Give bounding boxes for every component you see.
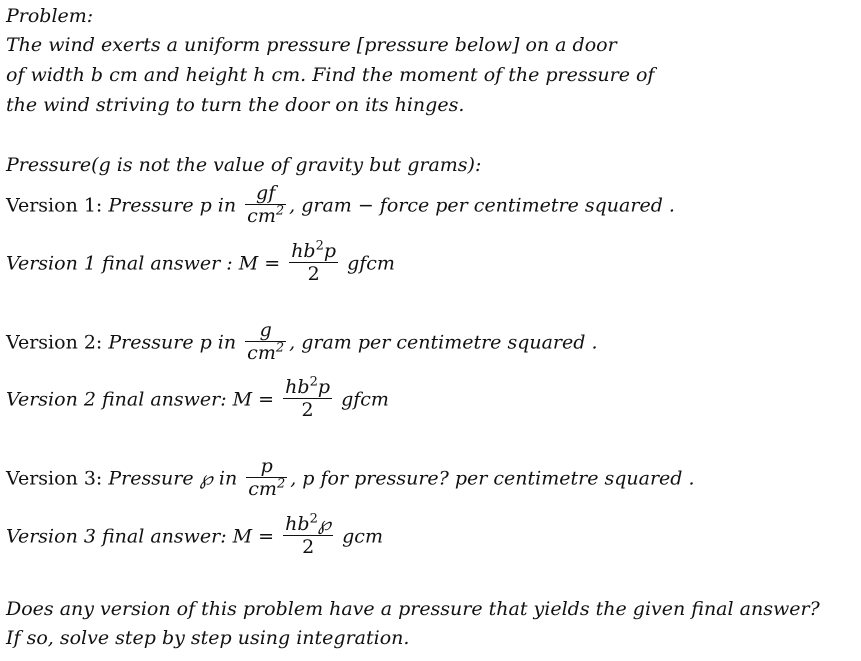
problem-line-3: the wind striving to turn the door on its hinges.	[6, 94, 465, 116]
version-3-answer-denominator: 2	[283, 535, 333, 558]
version-1-answer-label: Version 1 final answer	[6, 252, 221, 275]
version-3-answer-label: Version 3 final answer:	[6, 525, 227, 548]
version-3-pressure-prefix: Pressure ℘ in	[108, 467, 238, 490]
version-3-label: Version 3:	[6, 467, 103, 490]
version-1-pressure-prefix: Pressure p in	[108, 194, 237, 217]
version-2-answer-denominator: 2	[283, 398, 332, 421]
version-2-unit-fraction	[245, 319, 286, 364]
version-1-description: , gram − force per centimetre squared .	[289, 194, 675, 217]
version-1-unit-denominator: $cm^2$	[247, 203, 285, 227]
version-1-unit-numerator: gf	[256, 182, 276, 204]
version-2-answer-numerator: $hb^2p$	[285, 374, 331, 398]
version-2-answer-fraction	[283, 376, 332, 421]
version-2-answer-unit: gfcm	[341, 388, 389, 411]
version-1-answer-denominator: 2	[289, 262, 338, 285]
version-1-pressure	[6, 184, 675, 229]
problem-line-2: of width b cm and height h cm. Find the moment of the pressure of	[6, 64, 655, 86]
version-3-description: , p for pressure? per centimetre squared .	[290, 467, 695, 490]
question-line-2: If so, solve step by step using integration.	[6, 627, 410, 649]
version-1-label: Version 1:	[6, 194, 103, 217]
version-1-answer-numerator: $hb^2p$	[291, 238, 337, 262]
version-1-answer-unit: gfcm	[347, 252, 395, 275]
version-2-answer-label: Version 2 final answer:	[6, 388, 227, 411]
version-3-unit-numerator: p	[260, 455, 273, 477]
version-1-answer-fraction	[289, 240, 338, 285]
version-1-answer	[6, 238, 395, 287]
version-2-unit-denominator: $cm^2$	[247, 340, 285, 364]
version-2-answer-sep: M =	[226, 388, 275, 411]
problem-heading: Problem:	[6, 5, 94, 27]
version-3-answer-fraction	[283, 513, 333, 558]
version-2-pressure	[6, 321, 598, 366]
version-2-label: Version 2:	[6, 331, 103, 354]
version-3-pressure	[6, 457, 695, 502]
version-3-answer-numerator: $hb^2℘$	[285, 511, 332, 535]
version-2-answer	[6, 374, 389, 423]
version-3-unit-fraction	[246, 455, 287, 500]
version-2-pressure-prefix: Pressure p in	[108, 331, 237, 354]
version-1-answer-sep: : M =	[220, 252, 281, 275]
version-3-answer	[6, 511, 383, 560]
question-line-1: Does any version of this problem have a pressure that yields the given final answer?	[6, 598, 820, 620]
version-2-description: , gram per centimetre squared .	[289, 331, 598, 354]
version-3-unit-denominator: $cm^2$	[248, 476, 286, 500]
problem-line-1: The wind exerts a uniform pressure [pressure below] on a door	[6, 34, 617, 56]
pressure-note: Pressure(g is not the value of gravity but grams):	[6, 154, 482, 176]
version-2-unit-numerator: g	[259, 319, 272, 341]
version-3-answer-unit: gcm	[342, 525, 383, 548]
version-1-unit-fraction	[245, 182, 286, 227]
version-3-answer-sep: M =	[226, 525, 275, 548]
